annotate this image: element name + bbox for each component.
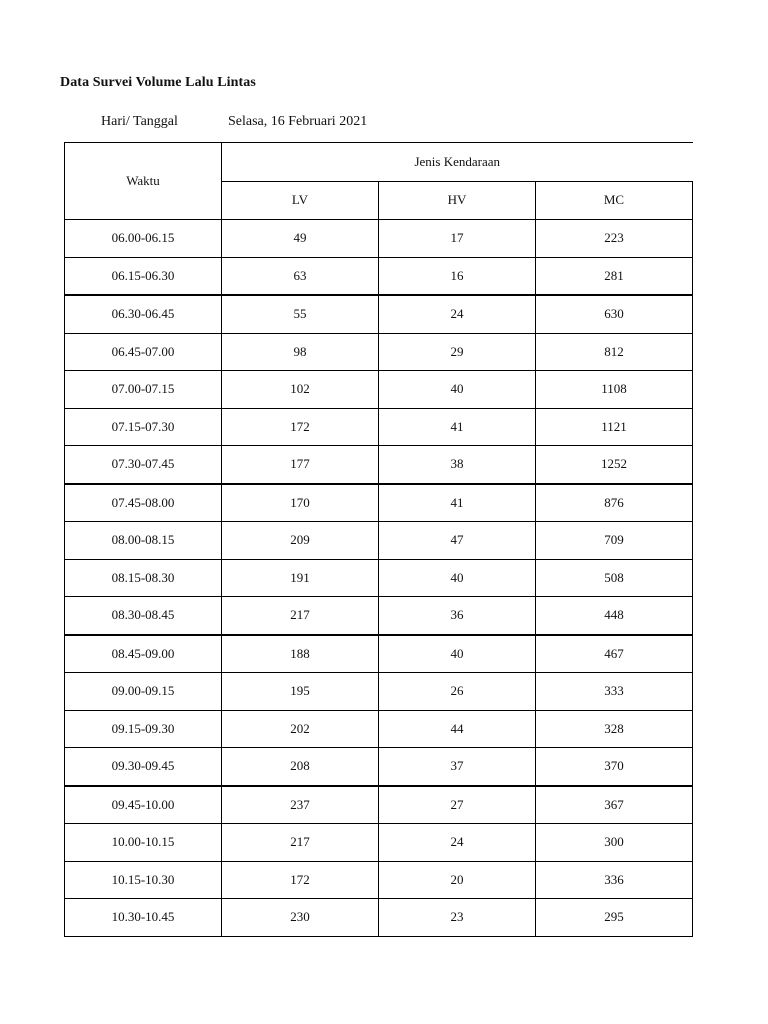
cell-lv: 98 (222, 333, 379, 371)
cell-mc: 328 (536, 710, 693, 748)
table-row (65, 333, 693, 371)
table-row (65, 446, 693, 484)
cell-time: 07.30-07.45 (65, 446, 222, 484)
cell-hv: 40 (379, 371, 536, 409)
cell-time: 07.00-07.15 (65, 371, 222, 409)
table-row (65, 295, 693, 333)
cell-time: 08.30-08.45 (65, 597, 222, 635)
cell-hv: 24 (379, 295, 536, 333)
cell-lv: 102 (222, 371, 379, 409)
cell-lv: 202 (222, 710, 379, 748)
cell-hv: 40 (379, 559, 536, 597)
cell-time: 10.15-10.30 (65, 861, 222, 899)
cell-mc: 295 (536, 899, 693, 937)
date-label: Hari/ Tanggal (101, 114, 178, 129)
cell-hv: 29 (379, 333, 536, 371)
column-header-hv: HV (379, 181, 536, 220)
table-row (65, 257, 693, 295)
cell-mc: 1121 (536, 408, 693, 446)
cell-time: 09.15-09.30 (65, 710, 222, 748)
cell-lv: 177 (222, 446, 379, 484)
table-row (65, 522, 693, 560)
cell-hv: 36 (379, 597, 536, 635)
cell-time: 10.30-10.45 (65, 899, 222, 937)
table-row (65, 673, 693, 711)
cell-lv: 217 (222, 597, 379, 635)
document-title: Data Survei Volume Lalu Lintas (60, 75, 256, 90)
table-row (65, 597, 693, 635)
cell-hv: 41 (379, 484, 536, 522)
cell-mc: 508 (536, 559, 693, 597)
table-row (65, 484, 693, 522)
table-row (65, 786, 693, 824)
cell-mc: 370 (536, 748, 693, 786)
cell-mc: 333 (536, 673, 693, 711)
cell-mc: 709 (536, 522, 693, 560)
table-row (65, 635, 693, 673)
table-row (65, 748, 693, 786)
cell-lv: 63 (222, 257, 379, 295)
cell-hv: 16 (379, 257, 536, 295)
cell-hv: 37 (379, 748, 536, 786)
cell-time: 07.15-07.30 (65, 408, 222, 446)
cell-time: 06.45-07.00 (65, 333, 222, 371)
cell-mc: 223 (536, 220, 693, 258)
cell-hv: 23 (379, 899, 536, 937)
cell-time: 06.30-06.45 (65, 295, 222, 333)
cell-hv: 47 (379, 522, 536, 560)
cell-lv: 188 (222, 635, 379, 673)
cell-time: 08.15-08.30 (65, 559, 222, 597)
cell-time: 08.45-09.00 (65, 635, 222, 673)
cell-time: 06.15-06.30 (65, 257, 222, 295)
cell-hv: 17 (379, 220, 536, 258)
cell-mc: 630 (536, 295, 693, 333)
cell-time: 06.00-06.15 (65, 220, 222, 258)
cell-time: 07.45-08.00 (65, 484, 222, 522)
cell-lv: 208 (222, 748, 379, 786)
cell-lv: 55 (222, 295, 379, 333)
cell-hv: 41 (379, 408, 536, 446)
cell-mc: 812 (536, 333, 693, 371)
cell-hv: 40 (379, 635, 536, 673)
cell-lv: 170 (222, 484, 379, 522)
cell-time: 09.30-09.45 (65, 748, 222, 786)
cell-hv: 24 (379, 824, 536, 862)
table-row (65, 899, 693, 937)
table-row (65, 408, 693, 446)
cell-mc: 1108 (536, 371, 693, 409)
cell-time: 10.00-10.15 (65, 824, 222, 862)
table-row (65, 824, 693, 862)
cell-mc: 281 (536, 257, 693, 295)
cell-time: 09.00-09.15 (65, 673, 222, 711)
cell-lv: 191 (222, 559, 379, 597)
cell-lv: 237 (222, 786, 379, 824)
cell-lv: 209 (222, 522, 379, 560)
traffic-volume-table (64, 142, 693, 937)
cell-lv: 172 (222, 408, 379, 446)
cell-mc: 336 (536, 861, 693, 899)
date-value: Selasa, 16 Februari 2021 (228, 114, 368, 129)
cell-lv: 49 (222, 220, 379, 258)
cell-lv: 230 (222, 899, 379, 937)
column-header-time: Waktu (65, 143, 222, 220)
table-row (65, 861, 693, 899)
cell-lv: 195 (222, 673, 379, 711)
cell-hv: 20 (379, 861, 536, 899)
table-row (65, 371, 693, 409)
cell-mc: 1252 (536, 446, 693, 484)
column-group-vehicle-type: Jenis Kendaraan (222, 143, 693, 182)
column-header-mc: MC (536, 181, 693, 220)
cell-hv: 44 (379, 710, 536, 748)
cell-mc: 876 (536, 484, 693, 522)
cell-mc: 367 (536, 786, 693, 824)
cell-mc: 467 (536, 635, 693, 673)
column-header-lv: LV (222, 181, 379, 220)
cell-hv: 38 (379, 446, 536, 484)
table-row (65, 710, 693, 748)
cell-mc: 300 (536, 824, 693, 862)
cell-hv: 27 (379, 786, 536, 824)
cell-hv: 26 (379, 673, 536, 711)
cell-lv: 217 (222, 824, 379, 862)
header-row (65, 143, 693, 182)
cell-time: 08.00-08.15 (65, 522, 222, 560)
table-row (65, 220, 693, 258)
cell-lv: 172 (222, 861, 379, 899)
table-row (65, 559, 693, 597)
cell-time: 09.45-10.00 (65, 786, 222, 824)
cell-mc: 448 (536, 597, 693, 635)
